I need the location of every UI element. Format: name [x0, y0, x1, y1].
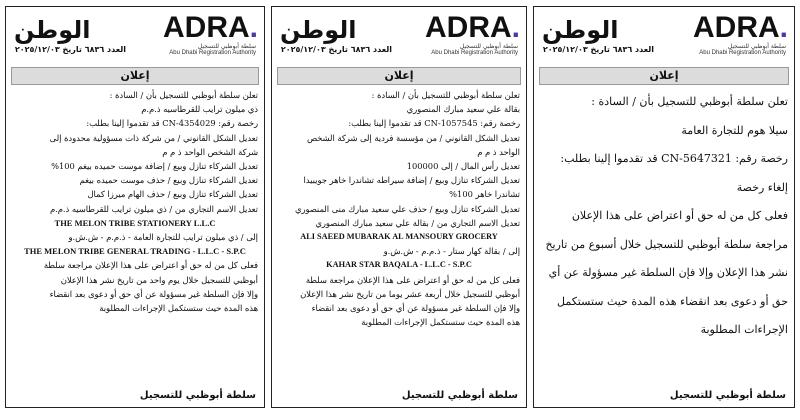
license-line: رخصة رقم: CN-4354029 قد تقدموا إلينا بطلب: — [86, 118, 258, 129]
notice-body — [6, 85, 264, 315]
notice-line: تعديل الشركاء تنازل وبيع / إضافة موست حميده بيغم 100% — [51, 161, 258, 172]
notice-line: أبوظبي للتسجيل خلال يوم واحد من تاريخ نشر هذا الإعلان — [60, 274, 258, 285]
notice-line: تعديل الشكل القانوني / من مؤسسة فردية إلى شركة الشخص — [307, 132, 520, 143]
notice-line: إلى / بقالة كهار ستار - ذ.م.م - ش.ش.و — [383, 246, 520, 257]
notice-card-3 — [533, 6, 795, 408]
logo-dot-icon: . — [511, 11, 520, 44]
latin-name-line: THE MELON TRIBE GENERAL TRADING - L.L.C - S.P.C — [24, 246, 246, 257]
newspaper-logo — [14, 15, 126, 61]
notice-line: فعلى كل من له حق أو اعتراض على هذا الإعلان مراجعة سلطة — [305, 274, 520, 285]
latin-name-line: KAHAR STAR BAQALA - L.L.C - S.P.C — [326, 260, 472, 270]
notice-line: فعلى كل من له حق أو اعتراض على هذا الإعلان مراجعة سلطة — [43, 260, 258, 271]
notice-line: مراجعة سلطة أبوظبي للتسجيل خلال أسبوع من تاريخ — [545, 237, 788, 251]
license-line: رخصة رقم: CN-1057545 قد تقدموا إلينا بطلب: — [348, 118, 520, 129]
notice-line: فعلى كل من له حق أو اعتراض على هذا الإعلان — [571, 209, 788, 222]
notice-body — [534, 85, 794, 345]
notice-line: وإلا فإن السلطة غير مسؤولة عن أي حق أو دعوى بعد انقضاء — [311, 303, 520, 314]
notice-line: حق أو دعوى بعد انقضاء هذه المدة حيث ستستكمل — [557, 294, 788, 308]
authority-name-en: Abu Dhabi Registration Authority — [169, 50, 256, 56]
authority-logo-text: ADRA — [692, 11, 780, 44]
newspaper-name: الوطن — [14, 16, 91, 44]
notice-line: تعديل الشركاء تنازل وبيع / حذف علي سعيد مبارك منى المنصوري — [294, 203, 520, 214]
newspaper-logo — [280, 15, 392, 61]
notice-heading: إعلان — [539, 67, 789, 85]
logo-dot-icon: . — [779, 11, 788, 44]
authority-name-ar: سلطة أبوظبي للتسجيل — [197, 43, 256, 50]
authority-logo — [678, 11, 788, 59]
notice-line: وإلا فإن السلطة غير مسؤولة عن أي حق أو دعوى بعد انقضاء — [49, 288, 258, 299]
latin-name-line: ALI SAEED MUBARAK AL MANSOURY GROCERY — [300, 232, 498, 242]
notice-line: تعلن سلطة أبوظبي للتسجيل بأن / السادة : — [591, 95, 788, 108]
latin-name-line: THE MELON TRIBE STATIONERY L.L.C — [54, 217, 216, 228]
company-name: بقالة علي سعيد مبارك المنصوري — [406, 104, 520, 115]
notice-card-2 — [271, 6, 527, 408]
signature: سلطة أبوظبي للتسجيل — [401, 390, 518, 401]
newspaper-name: الوطن — [280, 16, 357, 44]
notice-line: تعلن سلطة أبوظبي للتسجيل بأن / السادة : — [371, 90, 520, 100]
notice-line: أبوظبي للتسجيل خلال أربعة عشر يوما من تاريخ نشر هذا الإعلان — [300, 288, 520, 299]
notice-line: شركة الشخص الواحد ذ م م — [162, 146, 258, 157]
notice-line: تعديل الشركاء تنازل وبيع / إضافة سيراطه تشاندرا خاهر جويبيدا — [303, 175, 520, 186]
notice-line: تعديل الشركاء تنازل وبيع / حذف موست حميده بيغم — [79, 175, 258, 186]
notice-line: نشر هذا الإعلان وإلا فإن السلطة غير مسؤولة عن أي — [548, 266, 788, 279]
notice-line: هذه المدة حيث ستستكمل الإجراءات المطلوبة — [99, 303, 258, 314]
company-name: سيلا هوم للتجارة العامة — [681, 123, 788, 137]
notice-line: إلى / ذي ميلون ترايب للتجارة العامة - ذ.م.م - ش.ش.و — [68, 232, 258, 243]
issue-line: العدد ٦٨٣٦ تاريخ ٢٠٢٥/١٢/٠٣ — [542, 45, 654, 54]
notice-heading: إعلان — [11, 67, 259, 85]
newspaper-name: الوطن — [542, 16, 619, 44]
notice-line: تعديل الاسم التجاري من / بقالة علي سعيد مبارك المنصوري — [315, 217, 520, 228]
authority-name-ar: سلطة أبوظبي للتسجيل — [727, 43, 786, 50]
authority-logo-text: ADRA — [162, 11, 250, 44]
notice-line: إلغاء رخصة — [736, 180, 788, 194]
notice-line: تعديل رأس المال / إلى 100000 — [406, 161, 520, 172]
company-name: ذي ميلون ترايب للقرطاسيه ذ.م.م — [141, 104, 258, 115]
notice-line: تعديل الشركاء تنازل وبيع / حذف الهام ميرزا كمال — [87, 189, 258, 200]
authority-name-ar: سلطة أبوظبي للتسجيل — [459, 43, 518, 50]
notice-line: هذه المدة حيث ستستكمل الإجراءات المطلوبة — [361, 317, 520, 328]
authority-logo — [148, 11, 258, 59]
authority-name-en: Abu Dhabi Registration Authority — [699, 50, 786, 56]
authority-logo — [410, 11, 520, 59]
signature: سلطة أبوظبي للتسجيل — [139, 390, 256, 401]
newspaper-logo — [542, 15, 654, 61]
notice-header — [272, 7, 526, 67]
authority-logo-text: ADRA — [424, 11, 512, 44]
notice-header — [534, 7, 794, 67]
notice-line: تعلن سلطة أبوظبي للتسجيل بأن / السادة : — [109, 90, 258, 100]
issue-line: العدد ٦٨٣٦ تاريخ ٢٠٢٥/١٢/٠٣ — [280, 45, 392, 54]
notice-heading: إعلان — [277, 67, 521, 85]
issue-line: العدد ٦٨٣٦ تاريخ ٢٠٢٥/١٢/٠٣ — [14, 45, 126, 54]
notice-line: الواحد ذ م م — [477, 146, 520, 157]
notice-card-1 — [5, 6, 265, 408]
notice-line: تشاندرا خاهر 100% — [449, 189, 520, 200]
notice-header — [6, 7, 264, 67]
signature: سلطة أبوظبي للتسجيل — [669, 390, 786, 401]
notice-body — [272, 85, 526, 329]
notice-line: تعديل الشكل القانوني / من شركة ذات مسؤولية محدودة إلى — [49, 132, 258, 143]
authority-name-en: Abu Dhabi Registration Authority — [431, 50, 518, 56]
notice-line: تعديل الاسم التجاري من / ذي ميلون ترايب للقرطاسيه ذ.م.م — [49, 203, 258, 214]
logo-dot-icon: . — [249, 11, 258, 44]
notice-line: الإجراءات المطلوبة — [700, 323, 788, 336]
license-line: رخصة رقم: CN-5647321 قد تقدموا إلينا بطلب: — [560, 152, 788, 165]
